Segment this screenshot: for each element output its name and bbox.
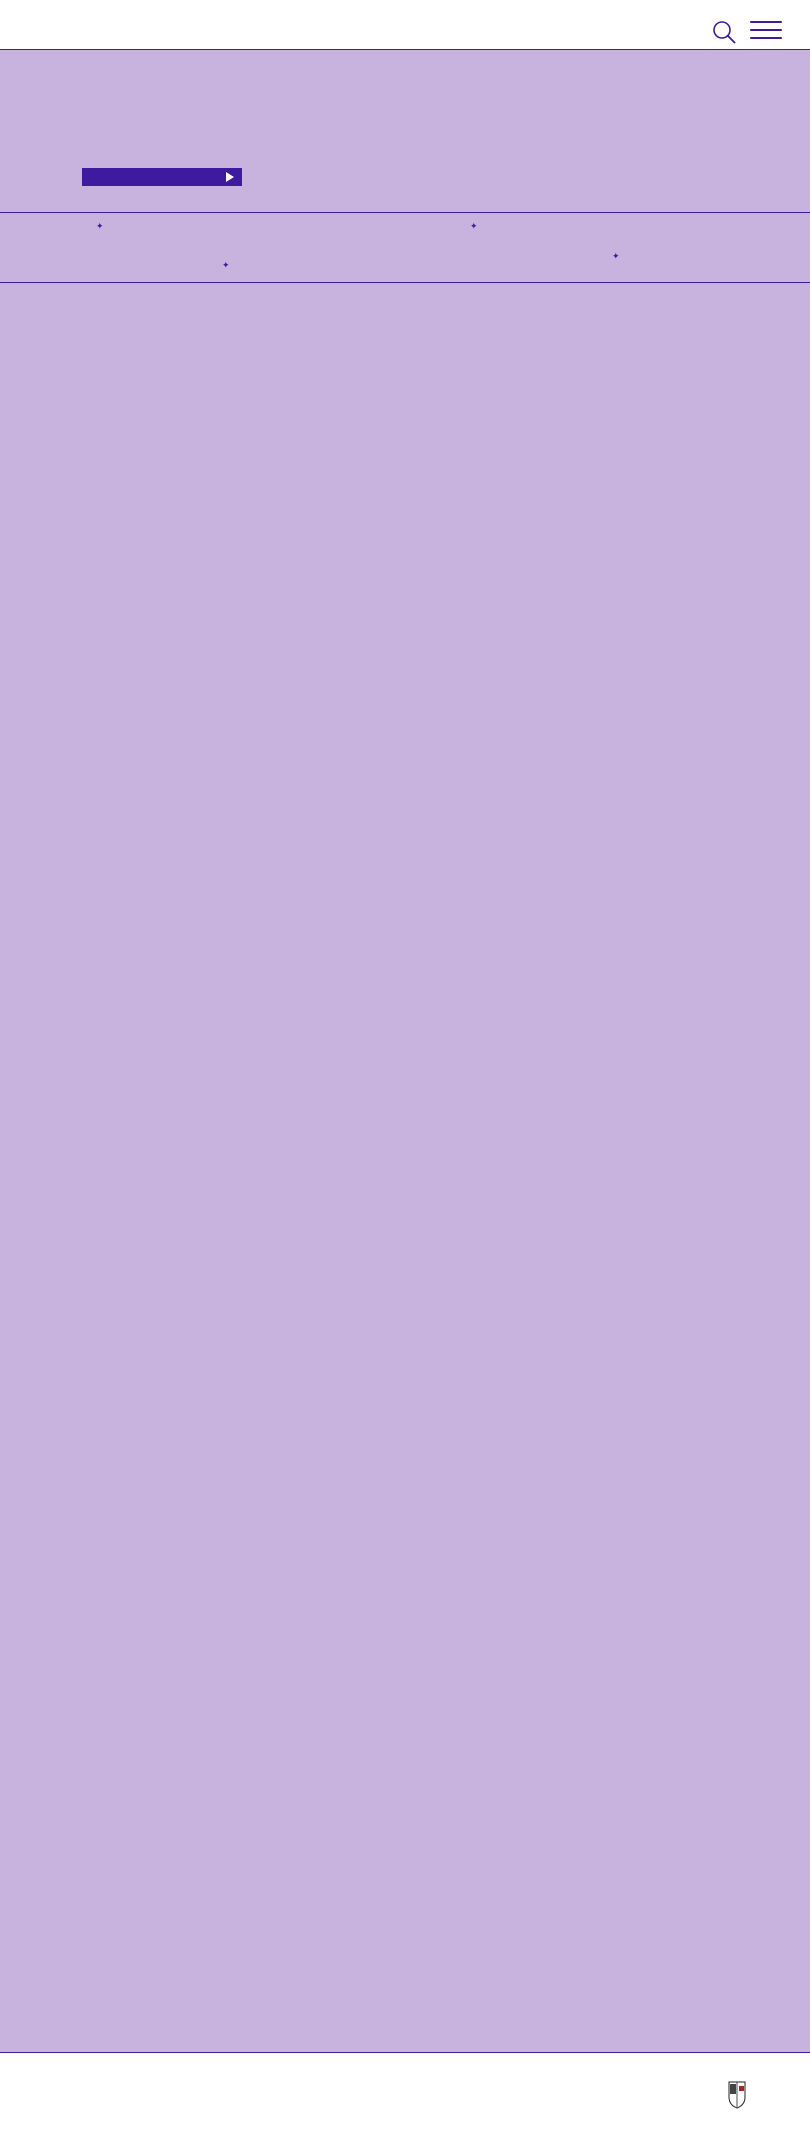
library-filter-bar: [0, 212, 810, 283]
star-marker-icon: ✦: [222, 260, 230, 270]
geneva-coat-of-arms-icon: [728, 2079, 746, 2109]
play-arrow-icon: [226, 172, 234, 182]
star-marker-icon: ✦: [470, 221, 478, 231]
top-bar: [0, 0, 810, 50]
map-button[interactable]: [82, 168, 242, 186]
hamburger-menu-icon[interactable]: [750, 21, 782, 43]
program-grid: [33, 307, 774, 1975]
star-marker-icon: ✦: [96, 221, 104, 231]
star-marker-icon: ✦: [612, 251, 620, 261]
search-icon[interactable]: [712, 20, 736, 44]
language-switcher: [668, 28, 674, 44]
footer: [0, 2052, 810, 2139]
geneva-logo: [728, 2079, 788, 2115]
